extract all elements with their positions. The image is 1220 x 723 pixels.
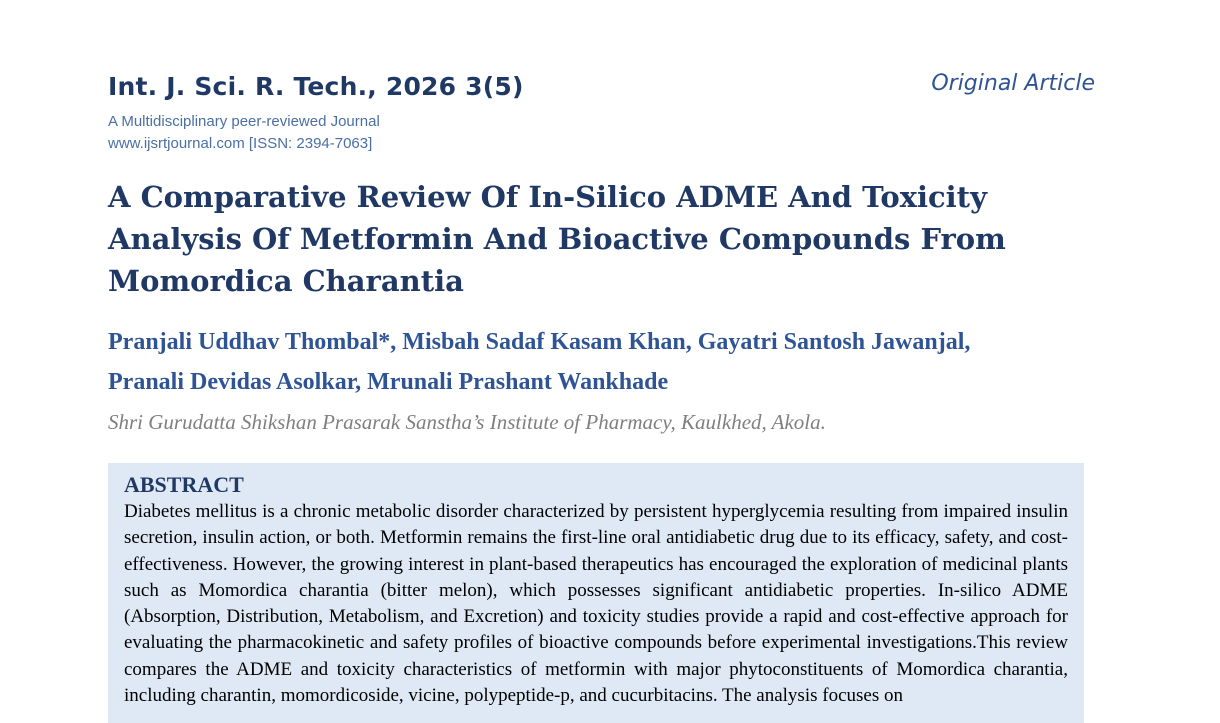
author-list: Pranjali Uddhav Thombal*, Misbah Sadaf Kasam Khan, Gayatri Santosh Jawanjal, Pranali Devidas Asolkar, Mrunali Prashant Wankhade — [108, 329, 971, 395]
article-type-label: Original Article — [931, 71, 1095, 96]
abstract-text: Diabetes mellitus is a chronic metabolic disorder characterized by persistent hyperglycemia resulting from impaired insulin secretion, insulin action, or both. Metformin remains the first-line oral antidiabetic drug due to its efficacy, safety, and cost-effectiveness. However, the growing interest in plant-based therapeutics has encouraged the exploration of medicinal plants such as Momordica charantia (bitter melon), which possesses significant antidiabetic properties. In-silico ADME (Absorption, Distribution, Metabolism, and Excretion) and toxicity studies provide a rapid and cost-effective approach for evaluating the pharmacokinetic and safety profiles of bioactive compounds before experimental investigations.This review compares the ADME and toxicity characteristics of metformin with major phytoconstituents of Momordica charantia, including charantin, momordicoside, vicine, polypeptide-p, and cucurbitacins. The analysis focuses on — [124, 501, 1068, 707]
abstract-section — [108, 463, 1084, 723]
paper-title: A Comparative Review Of In-Silico ADME And Toxicity Analysis Of Metformin And Bioactive Compounds From Momordica Charantia — [108, 180, 1006, 298]
journal-subtitle: A Multidisciplinary peer-reviewed Journal — [108, 113, 380, 130]
abstract-heading: ABSTRACT — [124, 472, 244, 497]
author-affiliation: Shri Gurudatta Shikshan Prasarak Sanstha’s Institute of Pharmacy, Kaulkhed, Akola. — [108, 410, 826, 434]
journal-title: Int. J. Sci. R. Tech., 2026 3(5) — [108, 72, 524, 101]
journal-website: www.ijsrtjournal.com [ISSN: 2394-7063] — [108, 135, 373, 152]
